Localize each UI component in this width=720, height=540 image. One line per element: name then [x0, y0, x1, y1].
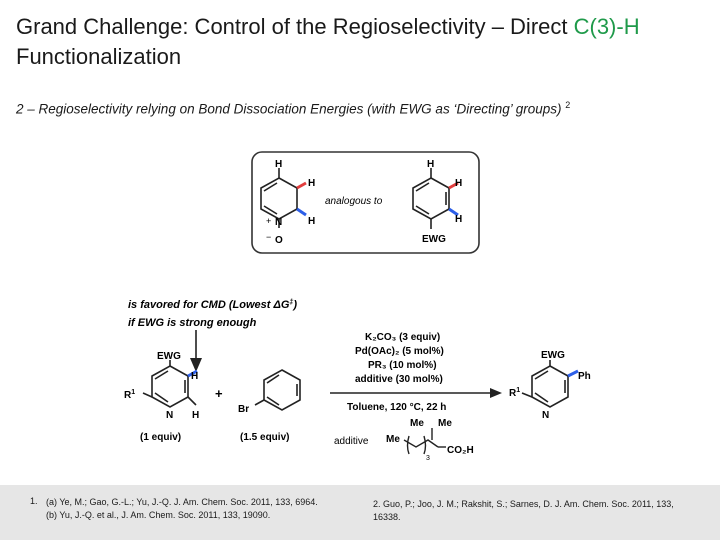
reactant-h1: H	[191, 371, 199, 382]
inset-plus: +	[266, 216, 272, 226]
additive-label: additive	[334, 436, 369, 447]
condition-1: K₂CO₃ (3 equiv)	[365, 332, 441, 343]
additive-structure	[404, 428, 446, 454]
reference-2: 2. Guo, P.; Joo, J. M.; Rakshit, S.; Sarnes, D. J. Am. Chem. Soc. 2011, 133, 16338.	[373, 499, 674, 522]
inset-ewg: EWG	[422, 234, 446, 245]
cmd-note-line1: is favored for CMD (Lowest ΔG‡)	[128, 299, 297, 311]
subtitle-ref: 2	[565, 100, 571, 110]
inset-h-mid-2: H	[455, 178, 463, 189]
reference-number: 1.	[30, 496, 38, 506]
reference-1a: (a) Ye, M.; Gao, G.-L.; Yu, J.-Q. J. Am. Chem. Soc. 2011, 133, 6964.	[46, 497, 318, 507]
inset-h-top-2: H	[427, 159, 435, 170]
product-n: N	[542, 410, 550, 421]
product-ph: Ph	[578, 371, 591, 382]
inset-minus: −	[266, 232, 272, 242]
bromobenzene	[255, 370, 300, 410]
condition-4: additive (30 mol%)	[355, 374, 443, 385]
bromide-br: Br	[238, 404, 250, 415]
reactant-equiv: (1 equiv)	[140, 432, 182, 443]
plus-sign: +	[215, 386, 223, 401]
down-arrow-icon	[190, 330, 202, 372]
product-ewg: EWG	[541, 350, 565, 361]
analogous-label: analogous to	[325, 196, 383, 207]
condition-5: Toluene, 120 °C, 22 h	[347, 402, 447, 413]
reference-1b: (b) Yu, J.-Q. et al., J. Am. Chem. Soc. 2011, 133, 19090.	[46, 510, 271, 520]
reactant-n: N	[166, 410, 174, 421]
cmd-note-line2: if EWG is strong enough	[128, 317, 257, 329]
reactant-h2: H	[192, 410, 200, 421]
additive-me-3: Me	[438, 418, 452, 429]
condition-2: Pd(OAc)₂ (5 mol%)	[355, 346, 444, 357]
inset-h-low-2: H	[455, 214, 463, 225]
inset-n: N	[275, 217, 283, 228]
product-pyridine	[522, 360, 578, 407]
title-text-line2: Functionalization	[16, 44, 182, 69]
title-accent: C(3)-H	[573, 14, 640, 39]
additive-n: 3	[426, 455, 430, 462]
reactant-pyridine	[143, 360, 197, 407]
subtitle-text: 2 – Regioselectivity relying on Bond Dissociation Energies (with EWG as ‘Directing’ groups)	[16, 101, 562, 117]
inset-h-top: H	[275, 159, 283, 170]
reactant-r1: $R^1$	[124, 389, 136, 401]
additive-co2h: CO₂H	[447, 445, 474, 456]
inset-h-low: H	[308, 216, 316, 227]
product-r1: $R^1$	[509, 387, 521, 399]
reference-1	[46, 496, 366, 522]
title-text: Grand Challenge: Control of the Regioselectivity – Direct	[16, 14, 574, 39]
additive-me-1: Me	[386, 434, 400, 445]
condition-3: PR₃ (10 mol%)	[368, 360, 437, 371]
bromide-equiv: (1.5 equiv)	[240, 432, 290, 443]
inset-h-mid: H	[308, 178, 316, 189]
reaction-arrow-icon	[330, 388, 502, 398]
inset-o: O	[275, 235, 283, 246]
additive-me-2: Me	[410, 418, 424, 429]
reactant-ewg: EWG	[157, 351, 181, 362]
